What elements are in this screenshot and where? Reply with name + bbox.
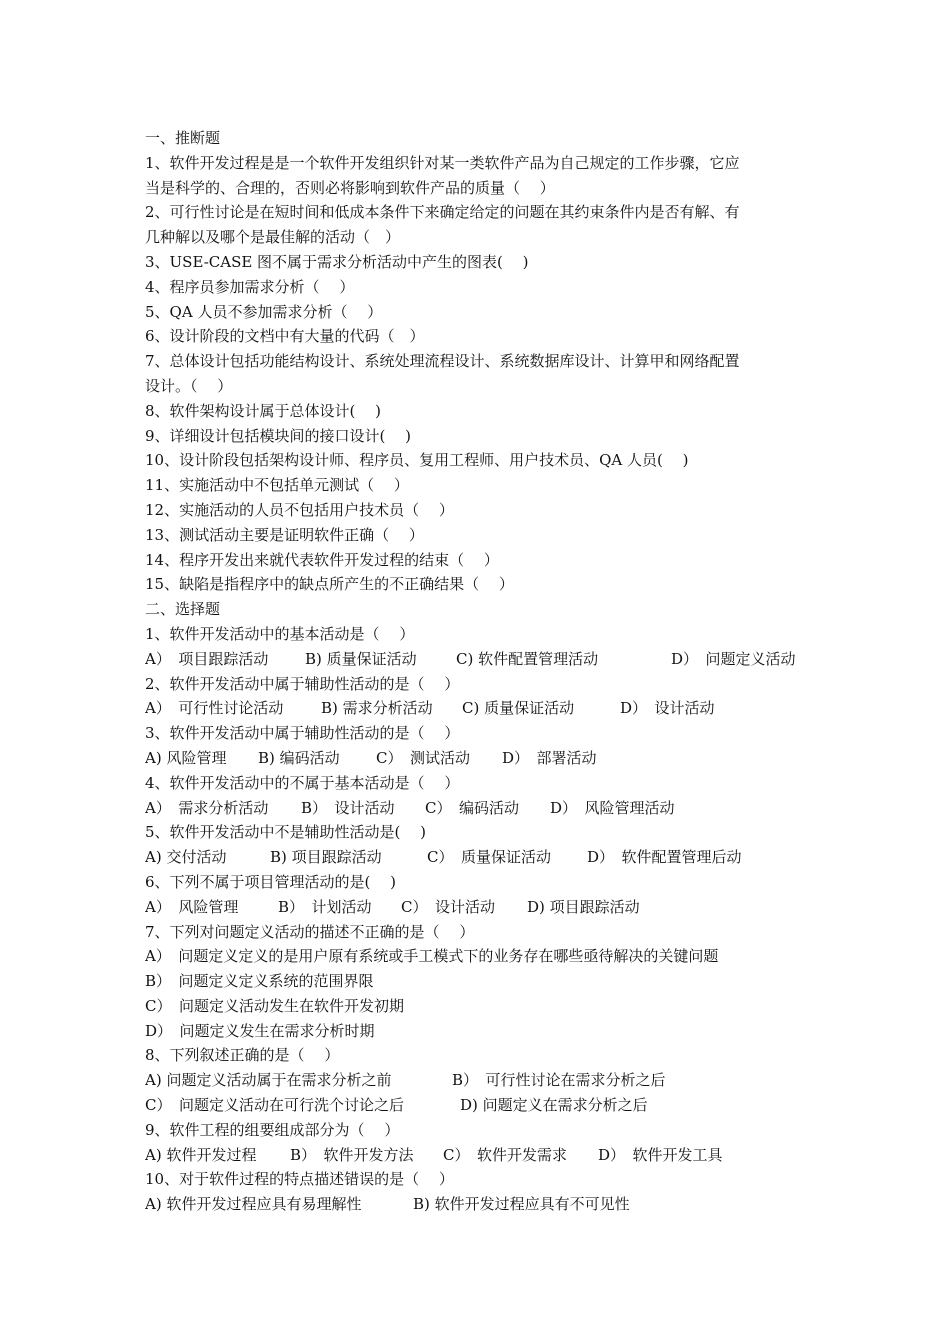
choice-q8-option-b: B） 可行性讨论在需求分析之后 bbox=[452, 1071, 666, 1090]
choice-q5-stem: 5、软件开发活动中不是辅助性活动是( ) bbox=[145, 823, 427, 842]
judgment-q5: 5、QA 人员不参加需求分析（ ） bbox=[145, 302, 383, 321]
judgment-q3: 3、USE-CASE 图不属于需求分析活动中产生的图表( ) bbox=[145, 252, 529, 271]
choice-q8-options-row2 bbox=[145, 1093, 815, 1118]
choice-q5-options bbox=[145, 845, 815, 870]
choice-q5-option-d: D） 软件配置管理后动 bbox=[587, 848, 742, 867]
choice-q2-option-c: C) 质量保证活动 bbox=[462, 699, 575, 718]
choice-q8-option-d: D) 问题定义在需求分析之后 bbox=[460, 1096, 648, 1115]
choice-q10-option-b: B) 软件开发过程应具有不可见性 bbox=[413, 1195, 630, 1214]
choice-q5-option-c: C） 质量保证活动 bbox=[427, 848, 551, 867]
choice-q7-option-d: D） 问题定义发生在需求分析时期 bbox=[145, 1021, 375, 1040]
choice-q4-option-b: B） 设计活动 bbox=[301, 798, 395, 817]
choice-q9-option-b: B） 软件开发方法 bbox=[290, 1145, 414, 1164]
judgment-q6: 6、设计阶段的文档中有大量的代码（ ） bbox=[145, 327, 425, 346]
choice-q8-options-row1 bbox=[145, 1068, 815, 1093]
choice-q5-option-b: B) 项目跟踪活动 bbox=[270, 848, 382, 867]
choice-q3-option-d: D） 部署活动 bbox=[502, 748, 597, 767]
choice-q9-stem: 9、软件工程的组要组成部分为（ ） bbox=[145, 1120, 400, 1139]
choice-q10-stem: 10、对于软件过程的特点描述错误的是（ ） bbox=[145, 1170, 454, 1189]
choice-q5-option-a: A) 交付活动 bbox=[145, 848, 227, 867]
choice-q8-option-c: C） 问题定义活动在可行洗个讨论之后 bbox=[145, 1096, 404, 1115]
document-page bbox=[145, 126, 815, 1217]
choice-q4-options bbox=[145, 796, 815, 821]
choice-q4-option-c: C） 编码活动 bbox=[425, 798, 519, 817]
choice-q9-options bbox=[145, 1143, 815, 1168]
judgment-q2-line1: 2、可行性讨论是在短时间和低成本条件下来确定给定的问题在其约束条件内是否有解、有 bbox=[145, 203, 740, 222]
choice-q6-option-b: B） 计划活动 bbox=[278, 897, 372, 916]
judgment-q10: 10、设计阶段包括架构设计师、程序员、复用工程师、用户技术员、QA 人员( ) bbox=[145, 451, 689, 470]
choice-q9-option-d: D） 软件开发工具 bbox=[598, 1145, 723, 1164]
judgment-q11: 11、实施活动中不包括单元测试（ ） bbox=[145, 476, 409, 495]
choice-q2-option-d: D） 设计活动 bbox=[620, 699, 715, 718]
judgment-q9: 9、详细设计包括模块间的接口设计( ) bbox=[145, 426, 412, 445]
choice-q2-stem: 2、软件开发活动中属于辅助性活动的是（ ） bbox=[145, 674, 460, 693]
judgment-q1-line2: 当是科学的、合理的，否则必将影响到软件产品的质量（ ） bbox=[145, 178, 555, 197]
choice-q9-option-a: A) 软件开发过程 bbox=[145, 1145, 257, 1164]
choice-q4-stem: 4、软件开发活动中的不属于基本活动是（ ） bbox=[145, 773, 460, 792]
choice-q4-option-a: A） 需求分析活动 bbox=[145, 798, 269, 817]
choice-q7-option-c: C） 问题定义活动发生在软件开发初期 bbox=[145, 996, 404, 1015]
choice-q7-stem: 7、下列对问题定义活动的描述不正确的是（ ） bbox=[145, 922, 475, 941]
choice-q2-option-b: B) 需求分析活动 bbox=[321, 699, 433, 718]
judgment-q14: 14、程序开发出来就代表软件开发过程的结束（ ） bbox=[145, 550, 499, 569]
choice-q3-stem: 3、软件开发活动中属于辅助性活动的是（ ） bbox=[145, 724, 460, 743]
choice-q2-options bbox=[145, 696, 815, 721]
choice-q10-option-a: A) 软件开发过程应具有易理解性 bbox=[145, 1195, 362, 1214]
choice-q10-options bbox=[145, 1192, 815, 1217]
judgment-q8: 8、软件架构设计属于总体设计( ) bbox=[145, 401, 382, 420]
choice-q6-options bbox=[145, 895, 815, 920]
choice-q9-option-c: C） 软件开发需求 bbox=[443, 1145, 567, 1164]
judgment-q7-line2: 设计。（ ） bbox=[145, 376, 233, 395]
choice-q3-option-a: A) 风险管理 bbox=[145, 748, 227, 767]
choice-q3-option-b: B) 编码活动 bbox=[258, 748, 340, 767]
choice-q1-stem: 1、软件开发活动中的基本活动是（ ） bbox=[145, 624, 415, 643]
choice-q1-option-d: D） 问题定义活动 bbox=[671, 649, 796, 668]
choice-q6-option-d: D) 项目跟踪活动 bbox=[527, 897, 640, 916]
choice-q8-option-a: A) 问题定义活动属于在需求分析之前 bbox=[145, 1071, 392, 1090]
choice-q8-stem: 8、下列叙述正确的是（ ） bbox=[145, 1046, 340, 1065]
choice-q7-option-b: B） 问题定义定义系统的范围界限 bbox=[145, 972, 374, 991]
judgment-q13: 13、测试活动主要是证明软件正确（ ） bbox=[145, 525, 424, 544]
choice-q6-option-c: C） 设计活动 bbox=[401, 897, 495, 916]
choice-q7-option-a: A） 问题定义定义的是用户原有系统或手工模式下的业务存在哪些亟待解决的关键问题 bbox=[145, 947, 719, 966]
choice-q3-option-c: C） 测试活动 bbox=[376, 748, 470, 767]
section-heading-choice: 二、选择题 bbox=[145, 600, 221, 619]
judgment-q7-line1: 7、总体设计包括功能结构设计、系统处理流程设计、系统数据库设计、计算甲和网络配置 bbox=[145, 352, 740, 371]
choice-q1-option-c: C) 软件配置管理活动 bbox=[456, 649, 599, 668]
judgment-q2-line2: 几种解以及哪个是最佳解的活动（ ） bbox=[145, 228, 401, 247]
choice-q1-options bbox=[145, 647, 815, 672]
choice-q3-options bbox=[145, 746, 815, 771]
judgment-q1-line1: 1、软件开发过程是是一个软件开发组织针对某一类软件产品为自己规定的工作步骤，它应 bbox=[145, 153, 740, 172]
judgment-q12: 12、实施活动的人员不包括用户技术员（ ） bbox=[145, 500, 454, 519]
section-heading-judgment: 一、推断题 bbox=[145, 129, 221, 147]
choice-q2-option-a: A） 可行性讨论活动 bbox=[145, 699, 284, 718]
choice-q1-option-a: A） 项目跟踪活动 bbox=[145, 649, 269, 668]
choice-q1-option-b: B) 质量保证活动 bbox=[305, 649, 417, 668]
judgment-q15: 15、缺陷是指程序中的缺点所产生的不正确结果（ ） bbox=[145, 575, 514, 594]
choice-q6-stem: 6、下列不属于项目管理活动的是( ) bbox=[145, 872, 397, 891]
choice-q6-option-a: A） 风险管理 bbox=[145, 897, 239, 916]
choice-q4-option-d: D） 风险管理活动 bbox=[550, 798, 675, 817]
judgment-q4: 4、程序员参加需求分析（ ） bbox=[145, 277, 355, 296]
